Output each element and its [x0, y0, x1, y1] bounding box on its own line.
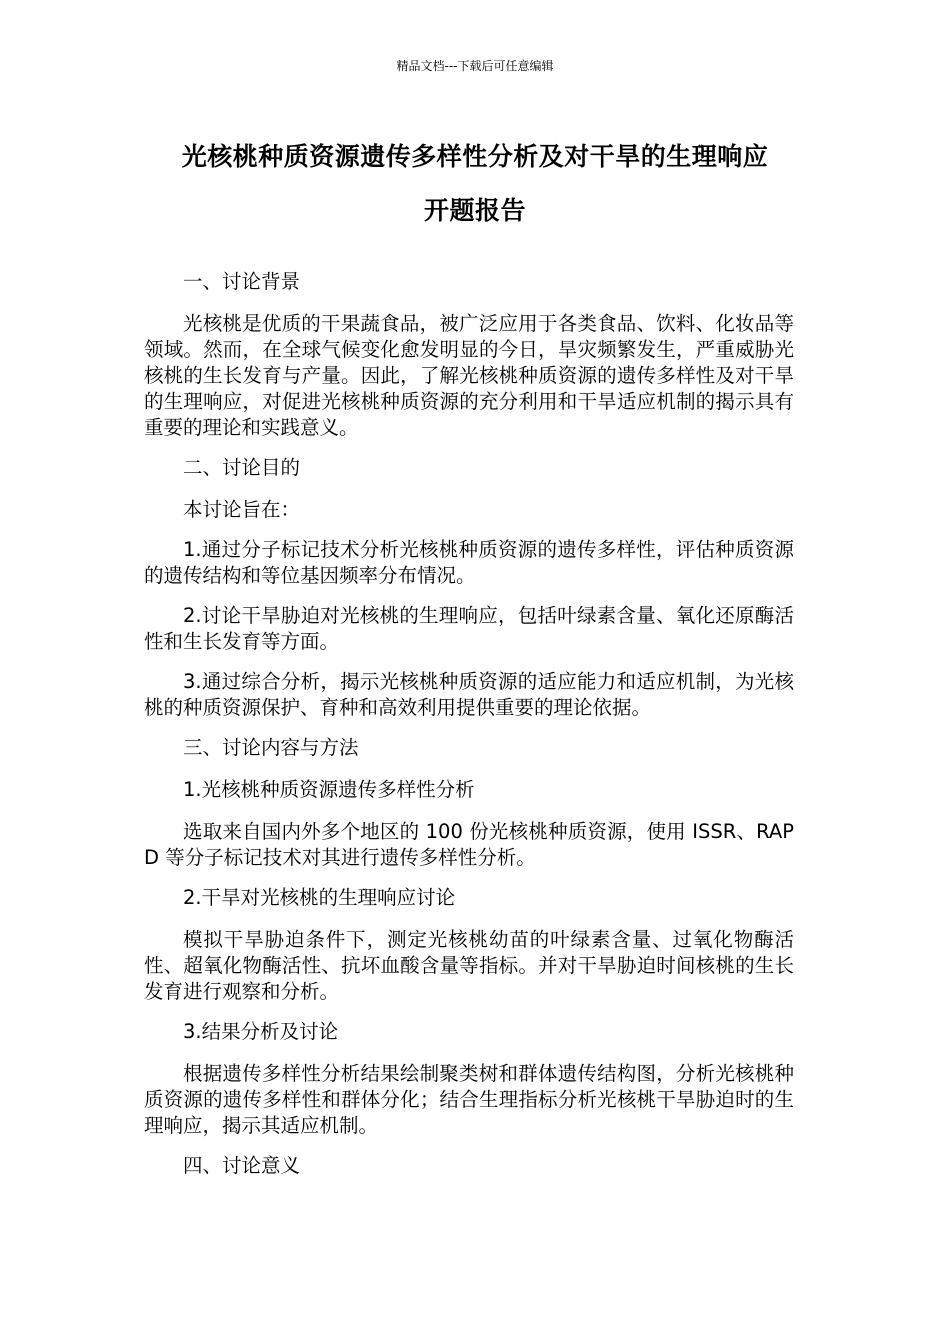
paragraph-diversity-analysis: 选取来自国内外多个地区的 100 份光核桃种质资源，使用 ISSR、RAPD 等分子标记技术对其进行遗传多样性分析。	[144, 820, 794, 869]
paragraph-purpose-item-2: 2.讨论干旱胁迫对光核桃的生理响应，包括叶绿素含量、氧化还原酶活性和生长发育等方面。	[144, 604, 794, 653]
subheading-results-discussion: 3.结果分析及讨论	[183, 1020, 339, 1043]
paragraph-drought-response: 模拟干旱胁迫条件下，测定光核桃幼苗的叶绿素含量、过氧化物酶活性、超氧化物酶活性、抗坏血酸含量等指标。并对干旱胁迫时间核桃的生长发育进行观察和分析。	[144, 928, 794, 1003]
section-heading-content-methods: 三、讨论内容与方法	[183, 736, 359, 759]
section-heading-background: 一、讨论背景	[183, 270, 301, 293]
subheading-diversity-analysis: 1.光核桃种质资源遗传多样性分析	[183, 778, 475, 801]
document-body	[144, 269, 794, 1195]
section-heading-significance: 四、讨论意义	[183, 1154, 301, 1177]
paragraph-purpose-item-1: 1.通过分子标记技术分析光核桃种质资源的遗传多样性，评估种质资源的遗传结构和等位基因频率分布情况。	[144, 538, 794, 587]
paragraph-background: 光核桃是优质的干果蔬食品，被广泛应用于各类食品、饮料、化妆品等领域。然而，在全球气候变化愈发明显的今日，旱灾频繁发生，严重威胁光核桃的生长发育与产量。因此，了解光核桃种质资源的遗传多样性及对干旱的生理响应，对促进光核桃种质资源的充分利用和干旱适应机制的揭示具有重要的理论和实践意义。	[144, 312, 794, 439]
paragraph-results-discussion: 根据遗传多样性分析结果绘制聚类树和群体遗传结构图，分析光核桃种质资源的遗传多样性和群体分化；结合生理指标分析光核桃干旱胁迫时的生理响应，揭示其适应机制。	[144, 1062, 794, 1137]
document-title-line-2: 开题报告	[423, 196, 526, 225]
document-title-line-1: 光核桃种质资源遗传多样性分析及对干旱的生理响应	[181, 142, 769, 171]
header-note: 精品文档---下载后可任意编辑	[396, 59, 554, 73]
paragraph-purpose-intro: 本讨论旨在：	[183, 498, 301, 521]
section-heading-purpose: 二、讨论目的	[183, 456, 301, 479]
paragraph-purpose-item-3: 3.通过综合分析，揭示光核桃种质资源的适应能力和适应机制，为光核桃的种质资源保护、育种和高效利用提供重要的理论依据。	[144, 670, 794, 719]
subheading-drought-response: 2.干旱对光核桃的生理响应讨论	[183, 886, 456, 909]
